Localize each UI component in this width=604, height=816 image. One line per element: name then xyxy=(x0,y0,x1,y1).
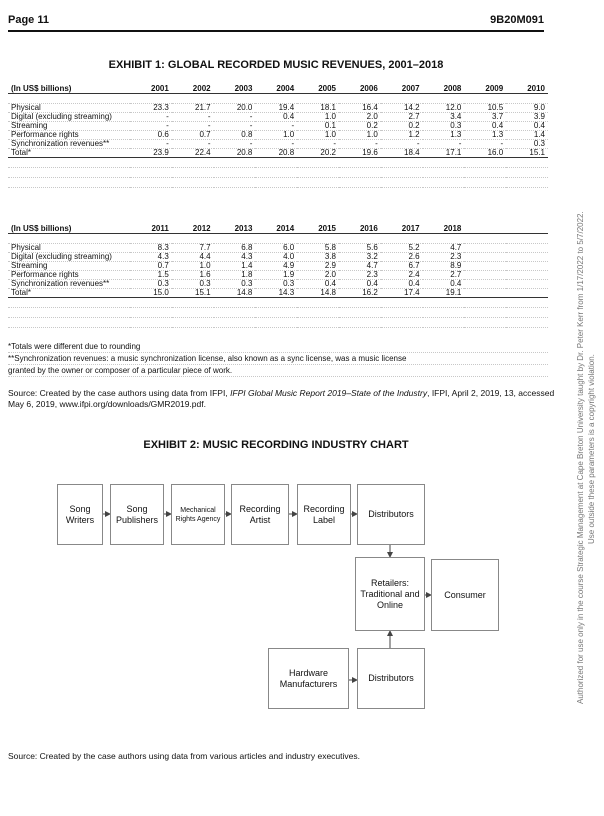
year-header: 2005 xyxy=(297,85,339,94)
note-sync-definition-cont: granted by the owner or composer of a particular piece of work. xyxy=(8,365,548,377)
table-cell: 3.4 xyxy=(423,113,465,122)
table-cell: - xyxy=(339,140,381,149)
year-header: 2002 xyxy=(172,85,214,94)
table-cell: - xyxy=(130,122,172,131)
table-cell: - xyxy=(297,140,339,149)
year-header: 2010 xyxy=(506,85,548,94)
table-cell: 0.4 xyxy=(297,280,339,289)
exhibit2-source: Source: Created by the case authors using data from various articles and industry executives. xyxy=(8,751,360,761)
row-label: Physical xyxy=(8,244,130,253)
table-cell: 20.2 xyxy=(297,149,339,158)
table-cell: 0.4 xyxy=(255,113,297,122)
row-label: Physical xyxy=(8,104,130,113)
year-header: 2006 xyxy=(339,85,381,94)
year-header: 2007 xyxy=(381,85,423,94)
table-cell: 1.3 xyxy=(423,131,465,140)
year-header: 2018 xyxy=(423,225,465,234)
table-cell: 2.4 xyxy=(381,271,423,280)
table-cell: 10.5 xyxy=(464,104,506,113)
table-cell: 3.2 xyxy=(339,253,381,262)
table-cell: 19.4 xyxy=(255,104,297,113)
table-cell: 0.3 xyxy=(172,280,214,289)
table-cell: 18.4 xyxy=(381,149,423,158)
table-cell: - xyxy=(214,113,256,122)
box-consumer: Consumer xyxy=(431,559,499,631)
table-cell: 20.8 xyxy=(255,149,297,158)
box-recording-artist: Recording Artist xyxy=(231,484,289,545)
table-cell: 0.4 xyxy=(339,280,381,289)
table-cell: - xyxy=(172,122,214,131)
table-cell: 0.4 xyxy=(423,280,465,289)
table-cell: 4.7 xyxy=(423,244,465,253)
side-note-line2: Use outside these parameters is a copyright violation. xyxy=(587,354,596,544)
table-cell: 0.3 xyxy=(214,280,256,289)
table-cell: 1.0 xyxy=(297,131,339,140)
row-label: Synchronization revenues** xyxy=(8,280,130,289)
table-cell: 0.1 xyxy=(297,122,339,131)
table-cell: 1.3 xyxy=(464,131,506,140)
row-label: Total* xyxy=(8,149,130,158)
table-cell: - xyxy=(172,113,214,122)
table-cell: 18.1 xyxy=(297,104,339,113)
table-cell: - xyxy=(423,140,465,149)
table-cell: 19.1 xyxy=(423,289,465,298)
row-label: Performance rights xyxy=(8,131,130,140)
table-cell: - xyxy=(130,140,172,149)
table-cell: 2.7 xyxy=(423,271,465,280)
table-cell: 15.1 xyxy=(172,289,214,298)
box-distributors-top: Distributors xyxy=(357,484,425,545)
table-cell: - xyxy=(464,140,506,149)
table-cell: 2.3 xyxy=(423,253,465,262)
year-header: 2017 xyxy=(381,225,423,234)
table-cell: 0.3 xyxy=(506,140,548,149)
source-suffix: , IFPI, April 2, 2019, 13, accessed May 6, 2019, www.ifpi.org/downloads/GMR2019.pdf. xyxy=(8,388,555,409)
box-hardware-manufacturers: Hardware Manufacturers xyxy=(268,648,349,709)
table-cell: 22.4 xyxy=(172,149,214,158)
table-cell: 15.1 xyxy=(506,149,548,158)
table-cell: 4.9 xyxy=(255,262,297,271)
table-cell: - xyxy=(214,122,256,131)
table-cell: 1.4 xyxy=(214,262,256,271)
table-cell: 0.3 xyxy=(423,122,465,131)
table-cell: 7.7 xyxy=(172,244,214,253)
table-cell: 14.3 xyxy=(255,289,297,298)
table-cell: 20.8 xyxy=(214,149,256,158)
table-cell: 20.0 xyxy=(214,104,256,113)
unit-label: (In US$ billions) xyxy=(8,225,130,234)
table-cell: 0.2 xyxy=(381,122,423,131)
table-cell: - xyxy=(172,140,214,149)
table-cell: 9.0 xyxy=(506,104,548,113)
year-header: 2004 xyxy=(255,85,297,94)
table-cell: 5.6 xyxy=(339,244,381,253)
table-cell: 0.3 xyxy=(255,280,297,289)
table-cell: 2.0 xyxy=(297,271,339,280)
year-header: 2016 xyxy=(339,225,381,234)
table-cell: 0.4 xyxy=(381,280,423,289)
table-cell: 4.3 xyxy=(130,253,172,262)
table-cell: 0.3 xyxy=(130,280,172,289)
row-label: Performance rights xyxy=(8,271,130,280)
table-cell: 2.7 xyxy=(381,113,423,122)
table-cell: 15.0 xyxy=(130,289,172,298)
box-recording-label: Recording Label xyxy=(297,484,351,545)
table-cell: 0.6 xyxy=(130,131,172,140)
table-cell: 5.8 xyxy=(297,244,339,253)
exhibit1-title: EXHIBIT 1: GLOBAL RECORDED MUSIC REVENUES, 2001–2018 xyxy=(108,59,444,71)
table-cell: - xyxy=(381,140,423,149)
box-retailers: Retailers: Traditional and Online xyxy=(355,557,425,631)
table-cell: 4.0 xyxy=(255,253,297,262)
row-label: Streaming xyxy=(8,262,130,271)
table-cell: 1.0 xyxy=(339,131,381,140)
table-cell: 5.2 xyxy=(381,244,423,253)
source-prefix: Source: Created by the case authors using data from IFPI, xyxy=(8,388,231,398)
table-cell: 4.4 xyxy=(172,253,214,262)
year-header: 2015 xyxy=(297,225,339,234)
table-cell: 4.7 xyxy=(339,262,381,271)
table-cell: 16.4 xyxy=(339,104,381,113)
table-cell: 6.0 xyxy=(255,244,297,253)
year-header: 2009 xyxy=(464,85,506,94)
table-cell: 4.3 xyxy=(214,253,256,262)
table-cell: 1.9 xyxy=(255,271,297,280)
table-cell: 16.2 xyxy=(339,289,381,298)
table-cell: 0.2 xyxy=(339,122,381,131)
table-cell: 8.9 xyxy=(423,262,465,271)
year-header: 2014 xyxy=(255,225,297,234)
row-label: Total* xyxy=(8,289,130,298)
table-cell: - xyxy=(255,122,297,131)
year-header: 2011 xyxy=(130,225,172,234)
box-song-publishers: Song Publishers xyxy=(110,484,164,545)
note-rounding: *Totals were different due to rounding xyxy=(8,341,548,353)
table-cell: 2.6 xyxy=(381,253,423,262)
year-header: 2001 xyxy=(130,85,172,94)
table-cell: 1.0 xyxy=(297,113,339,122)
table-cell: 2.3 xyxy=(339,271,381,280)
row-label: Digital (excluding streaming) xyxy=(8,113,130,122)
table-cell: 0.8 xyxy=(214,131,256,140)
table-cell: - xyxy=(130,113,172,122)
table-cell: 16.0 xyxy=(464,149,506,158)
table-cell: 1.6 xyxy=(172,271,214,280)
year-header: 2012 xyxy=(172,225,214,234)
table-cell: 14.8 xyxy=(297,289,339,298)
note-sync-definition: **Synchronization revenues: a music synchronization license, also known as a sync license, was a music license xyxy=(8,353,548,365)
table-cell: 1.2 xyxy=(381,131,423,140)
table-cell: 0.4 xyxy=(506,122,548,131)
table-cell: 2.9 xyxy=(297,262,339,271)
table-cell: 0.4 xyxy=(464,122,506,131)
source-title: IFPI Global Music Report 2019–State of the Industry xyxy=(230,388,428,398)
table-cell: 14.8 xyxy=(214,289,256,298)
box-distributors-bottom: Distributors xyxy=(357,648,425,709)
copyright-side-note xyxy=(575,124,604,704)
unit-label: (In US$ billions) xyxy=(8,85,130,94)
table-cell: 1.8 xyxy=(214,271,256,280)
table-cell: 1.0 xyxy=(172,262,214,271)
row-label: Synchronization revenues** xyxy=(8,140,130,149)
table-cell: 3.9 xyxy=(506,113,548,122)
table-cell: 6.8 xyxy=(214,244,256,253)
side-note-line1: Authorized for use only in the course Strategic Management at Cape Breton University taught by Dr. Peter Kerr from 1/17/2022 to 5/7/2022. xyxy=(576,211,585,704)
table-cell: 23.3 xyxy=(130,104,172,113)
table-cell: 14.2 xyxy=(381,104,423,113)
table-cell: 21.7 xyxy=(172,104,214,113)
table-cell: 17.1 xyxy=(423,149,465,158)
year-header: 2003 xyxy=(214,85,256,94)
table-cell: 3.7 xyxy=(464,113,506,122)
row-label: Digital (excluding streaming) xyxy=(8,253,130,262)
table-cell: - xyxy=(255,140,297,149)
year-header: 2013 xyxy=(214,225,256,234)
table-cell: 12.0 xyxy=(423,104,465,113)
box-mechanical-rights-agency: Mechanical Rights Agency xyxy=(171,484,225,545)
table-cell: 1.4 xyxy=(506,131,548,140)
year-header: 2008 xyxy=(423,85,465,94)
table-cell: 1.0 xyxy=(255,131,297,140)
box-song-writers: Song Writers xyxy=(57,484,103,545)
table-cell: - xyxy=(214,140,256,149)
table-cell: 0.7 xyxy=(172,131,214,140)
exhibit2-title: EXHIBIT 2: MUSIC RECORDING INDUSTRY CHART xyxy=(143,439,409,451)
table-cell: 8.3 xyxy=(130,244,172,253)
table-cell: 23.9 xyxy=(130,149,172,158)
row-label: Streaming xyxy=(8,122,130,131)
table-cell: 1.5 xyxy=(130,271,172,280)
table-cell: 17.4 xyxy=(381,289,423,298)
table-cell: 19.6 xyxy=(339,149,381,158)
table-cell: 0.7 xyxy=(130,262,172,271)
table-cell: 2.0 xyxy=(339,113,381,122)
case-number: 9B20M091 xyxy=(490,14,544,26)
table-cell: 3.8 xyxy=(297,253,339,262)
page-number: Page 11 xyxy=(8,14,49,26)
table-cell: 6.7 xyxy=(381,262,423,271)
